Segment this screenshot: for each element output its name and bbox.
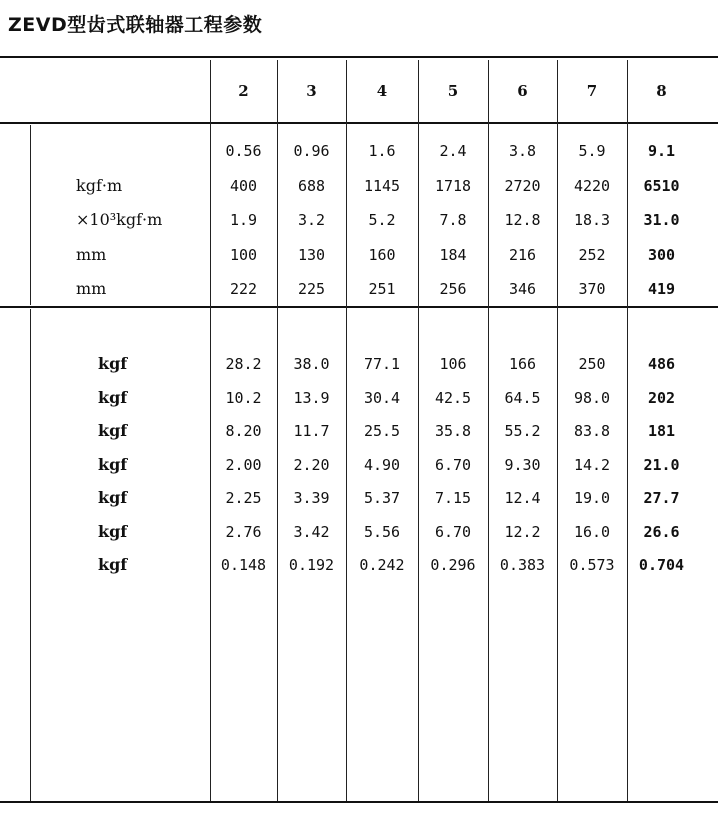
table-cell: 77.1: [363, 355, 401, 373]
table-cell: 5.56: [363, 522, 401, 541]
table-cell: 30.4: [363, 388, 401, 407]
table-cell: 370: [578, 280, 606, 298]
table-cell: 25.5: [363, 422, 401, 440]
table-cell: 4220: [573, 176, 611, 195]
table-cell: 9.1: [647, 142, 676, 160]
table-cell: 21.0: [643, 455, 680, 474]
row-unit: kgf: [98, 521, 128, 541]
table-cell: 400: [229, 176, 258, 195]
table-cell: 9.30: [504, 455, 541, 474]
table-cell: 2.4: [439, 142, 467, 160]
table-cell: 11.7: [293, 422, 330, 440]
row-unit: kgf: [98, 454, 128, 474]
table-cell: 2.20: [293, 455, 330, 474]
table-cell: 130: [297, 245, 326, 264]
table-cell: 300: [647, 245, 676, 264]
table-cell: 0.96: [293, 142, 330, 160]
table-cell: 2.00: [225, 455, 262, 474]
table-cell: 18.3: [573, 211, 611, 229]
row-unit: mm: [76, 279, 107, 298]
table-cell: 7.15: [434, 489, 472, 507]
table-cell: 38.0: [293, 355, 330, 373]
table-cell: 12.2: [504, 522, 541, 541]
table-cell: 251: [368, 280, 396, 298]
table-cell: 181: [647, 422, 676, 440]
table-cell: 3.8: [508, 142, 537, 160]
table-cell: 106: [439, 355, 467, 373]
table-cell: 35.8: [434, 422, 472, 440]
table-cell: 256: [439, 280, 467, 298]
table-cell: 5.2: [368, 211, 396, 229]
row-unit: kgf: [98, 555, 128, 574]
table-cell: 0.192: [288, 556, 335, 574]
table-cell: 26.6: [643, 522, 680, 541]
row-unit: mm: [76, 244, 107, 264]
table-cell: 222: [229, 280, 258, 298]
table-cell: 3.2: [297, 211, 326, 229]
table-cell: 0.56: [225, 142, 262, 160]
row-unit: kgf·m: [76, 175, 123, 195]
header-rule: [0, 122, 718, 124]
table-cell: 1.9: [229, 211, 258, 229]
column-header: 3: [306, 82, 317, 100]
table-cell: 166: [508, 355, 537, 373]
table-cell: 2720: [504, 176, 541, 195]
row-unit: kgf: [98, 488, 128, 507]
label-divider: [30, 309, 31, 801]
table-cell: 12.8: [504, 211, 541, 229]
table-cell: 419: [647, 280, 676, 298]
table-cell: 160: [368, 245, 396, 264]
table-cell: 0.296: [430, 556, 476, 574]
column-header: 6: [517, 82, 528, 100]
table-cell: 31.0: [643, 211, 680, 229]
column-header: 8: [656, 82, 667, 100]
table-cell: 184: [439, 245, 467, 264]
table-cell: 14.2: [573, 455, 611, 474]
table-cell: 0.148: [220, 556, 267, 574]
table-cell: 6.70: [434, 522, 472, 541]
table-cell: 98.0: [573, 388, 611, 407]
table-cell: 83.8: [573, 422, 611, 440]
table-cell: 12.4: [504, 489, 541, 507]
section-rule: [0, 306, 718, 308]
table-cell: 19.0: [573, 489, 611, 507]
table-cell: 216: [508, 245, 537, 264]
table-cell: 6510: [643, 176, 680, 195]
table-cell: 27.7: [643, 489, 680, 507]
table-cell: 225: [297, 280, 326, 298]
table-cell: 3.39: [293, 489, 330, 507]
table-cell: 202: [647, 388, 676, 407]
table-cell: 1.6: [368, 142, 396, 160]
table-cell: 0.704: [638, 556, 685, 574]
table-cell: 0.573: [569, 556, 615, 574]
bottom-rule: [0, 801, 718, 803]
table-cell: 100: [229, 245, 258, 264]
table-cell: 55.2: [504, 422, 541, 440]
table-cell: 688: [297, 176, 326, 195]
column-header: 2: [238, 82, 249, 100]
table-cell: 0.383: [499, 556, 546, 574]
table-cell: 1718: [434, 176, 472, 195]
top-rule: [0, 56, 718, 58]
table-cell: 64.5: [504, 388, 541, 407]
table-cell: 1145: [363, 176, 401, 195]
label-divider: [30, 125, 31, 305]
column-header: 4: [376, 82, 388, 100]
row-unit: kgf: [98, 421, 128, 440]
table-cell: 8.20: [225, 422, 262, 440]
table-cell: 2.25: [225, 489, 262, 507]
document-title: ZEVD型齿式联轴器工程参数: [8, 14, 263, 36]
table-cell: 42.5: [434, 388, 472, 407]
row-unit: kgf: [98, 387, 128, 407]
table-cell: 3.42: [293, 522, 330, 541]
table-cell: 0.242: [359, 556, 405, 574]
table-cell: 10.2: [225, 388, 262, 407]
row-unit: kgf: [98, 354, 128, 373]
table-cell: 486: [647, 355, 676, 373]
table-cell: 13.9: [293, 388, 330, 407]
table-cell: 16.0: [573, 522, 611, 541]
table-cell: 5.9: [578, 142, 606, 160]
table-cell: 250: [578, 355, 606, 373]
table-cell: 252: [578, 245, 606, 264]
table-cell: 2.76: [225, 522, 262, 541]
table-cell: 346: [508, 280, 537, 298]
table-cell: 4.90: [363, 455, 401, 474]
table-cell: 5.37: [363, 489, 401, 507]
table-cell: 6.70: [434, 455, 472, 474]
column-header: 7: [586, 82, 598, 100]
table-cell: 28.2: [225, 355, 262, 373]
table-cell: 7.8: [439, 211, 467, 229]
column-header: 5: [447, 82, 459, 100]
row-unit: ×10³kgf·m: [76, 210, 163, 229]
